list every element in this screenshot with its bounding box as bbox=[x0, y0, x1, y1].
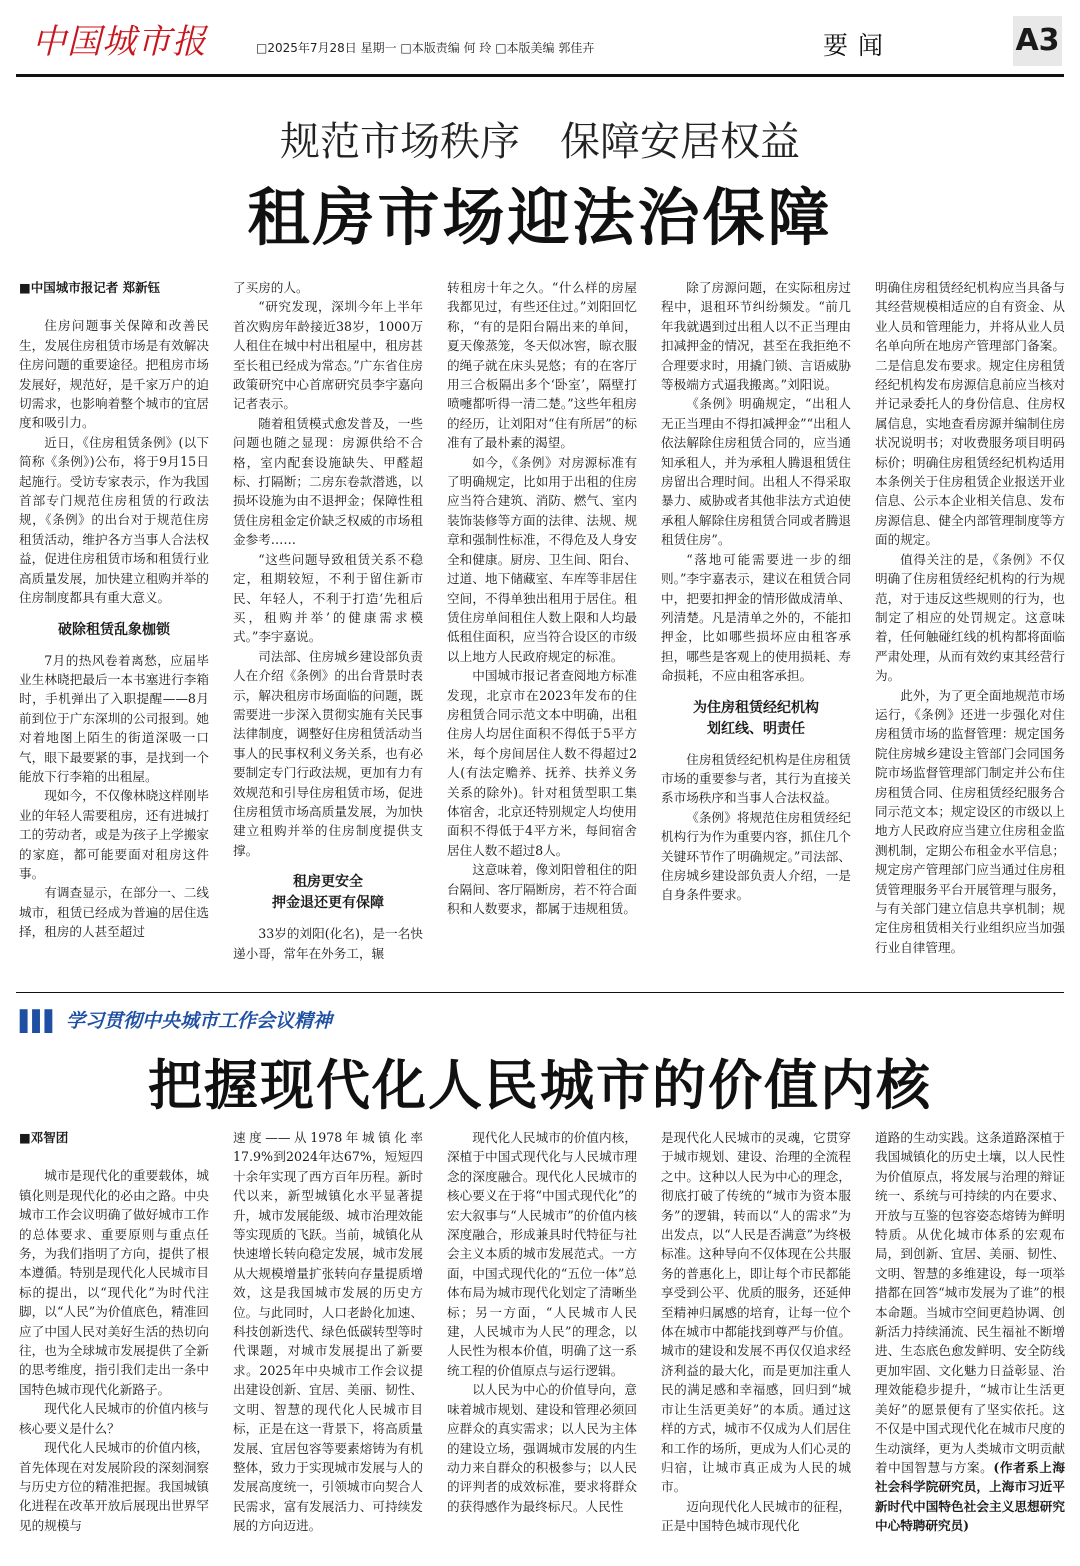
paragraph: “这些问题导致租赁关系不稳定，租期较短，不利于留住新市民、年轻人，不利于打造‘先租后买，租购并举’的健康需求模式。”李宇嘉说。 bbox=[233, 551, 423, 645]
subheading: 租房更安全 押金退还更有保障 bbox=[272, 874, 384, 912]
story2-headline: 把握现代化人民城市的价值内核 bbox=[148, 1053, 932, 1117]
story-divider bbox=[16, 992, 1064, 993]
story1-column-2 bbox=[233, 278, 423, 980]
paragraph: 《条例》将规范住房租赁经纪机构行为作为重要内容，抓住几个关键环节作了明确规定。”司法部、住房城乡建设部负责人介绍，一是自身条件要求。 bbox=[661, 809, 851, 903]
dateline: □2025年7月28日 星期一 □本版责编 何 玲 □本版美编 郭佳卉 bbox=[256, 41, 595, 55]
story2-byline: ■邓智团 bbox=[19, 1130, 69, 1145]
paragraph: 有调查显示，在部分一、二线城市，租赁已经成为普遍的居住选择，租房的人甚至超过 bbox=[19, 885, 209, 940]
paragraph: 迈向现代化人民城市的征程，正是中国特色城市现代化 bbox=[661, 1498, 851, 1534]
newspaper-logo: 中国城市报 bbox=[32, 22, 207, 62]
paragraph: 中国城市报记者查阅地方标准发现，北京市在2023年发布的住房租赁合同示范文本中明确，出租住房人均居住面积不得低于5平方米，每个房间居住人数不得超过2人(有法定赡养、抚养、扶养义务关系的除外)。针对租赁型职工集体宿舍，北京还特别规定人均使用面积不得低于4平方米，每间宿舍居住人数不超过8人。 bbox=[447, 668, 637, 858]
story2-column-3 bbox=[447, 1128, 637, 1566]
paragraph: 以人民为中心的价值导向，意味着城市规划、建设和管理必须回应群众的真实需求；以人民为主体的建设立场，强调城市发展的内生动力来自群众的积极参与；以人民的评判者的成效标准，要求将群众的获得感作为最终标尺。人民性 bbox=[447, 1382, 637, 1514]
subheading: 破除租赁乱象枷锁 bbox=[58, 621, 170, 638]
masthead bbox=[0, 0, 1080, 74]
story1-column-5 bbox=[875, 278, 1065, 980]
subheading: 为住房租赁经纪机构 划红线、明责任 bbox=[693, 699, 819, 737]
paragraph: 现代化人民城市的价值内核与核心要义是什么？ bbox=[19, 1401, 209, 1436]
paragraph: 现代化人民城市的价值内核，深植于中国式现代化与人民城市理念的深度融合。现代化人民城市的核心要义在于将“中国式现代化”的宏大叙事与“人民城市”的价值内核深度融合，形成兼具时代特征与社会主义本质的城市发展范式。一方面，中国式现代化的“五位一体”总体布局为城市现代化划定了清晰坐标；另一方面，“人民城市人民建，人民城市为人民”的理念，以人民性为根本价值，明确了这一系统工程的价值原点与运行逻辑。 bbox=[447, 1130, 637, 1378]
story2-column-1 bbox=[19, 1128, 209, 1566]
paragraph: 转租房十年之久。“什么样的房屋我都见过，有些还住过。”刘阳回忆称，“有的是阳台隔出来的单间，夏天像蒸笼，冬天似冰窖，晾衣服的绳子就在床头晃悠；有的在客厅用三合板隔出多个‘卧室’，隔壁打喷嚏都听得一清二楚。”这些年租房的经历，让刘阳对“住有所居”的标准有了最朴素的渴望。 bbox=[447, 280, 637, 451]
paragraph: 33岁的刘阳(化名)，是一名快递小哥，常年在外务工，辗 bbox=[233, 926, 423, 961]
series-bars-icon: ▌▌▌ bbox=[20, 1009, 58, 1033]
paragraph: “研究发现，深圳今年上半年首次购房年龄接近38岁，1000万人租住在城中村出租屋中，租房甚至长租已经成为常态。”广东省住房政策研究中心首席研究员李宇嘉向记者表示。 bbox=[233, 299, 423, 412]
paragraph: 随着租赁模式愈发普及，一些问题也随之显现：房源供给不合格，室内配套设施缺失、甲醛超标、打隔断；二房东卷款潜逃，以损坏设施为由不退押金；保障性租赁住房租金定价缺乏权威的市场租金参考…… bbox=[233, 415, 423, 548]
paragraph: 除了房源问题，在实际租房过程中，退租环节纠纷频发。“前几年我就遇到过出租人以不正当理由扣减押金的情况，甚至在我拒绝不合理要求时，用撬门锁、言语威胁等极端方式逼我搬离。”刘阳说。 bbox=[661, 280, 851, 393]
paragraph: “落地可能需要进一步的细则。”李宇嘉表示，建议在租赁合同中，把要扣押金的情形做成清单、列清楚。凡是清单之外的，不能扣押金，比如哪些损坏应由租客承担，哪些是客观上的使用损耗、寿命损耗，不应由租客承担。 bbox=[661, 551, 851, 684]
story2-column-5 bbox=[875, 1128, 1065, 1566]
paragraph: 这意味着，像刘阳曾租住的阳台隔间、客厅隔断房，若不符合面积和人数要求，都属于违规租赁。 bbox=[447, 862, 637, 916]
paragraph: 住房租赁经纪机构是住房租赁市场的重要参与者，其行为直接关系市场秩序和当事人合法权益。 bbox=[661, 751, 851, 806]
masthead-rule bbox=[16, 74, 1064, 77]
paragraph: 如今，《条例》对房源标准有了明确规定，比如用于出租的住房应当符合建筑、消防、燃气、室内装饰装修等方面的法律、法规、规章和强制性标准，不得危及人身安全和健康。厨房、卫生间、阳台、过道、地下储藏室、车库等非居住空间，不得单独出租用于居住。租赁住房单间租住人数上限和人均最低租住面积，应当符合设区的市级以上地方人民政府规定的标准。 bbox=[447, 454, 637, 664]
series-label bbox=[20, 1004, 520, 1034]
author-note: (作者系上海社会科学院研究员，上海市习近平新时代中国特色社会主义思想研究中心特聘研究员) bbox=[875, 1459, 1065, 1534]
paragraph: 近日，《住房租赁条例》(以下简称《条例》)公布，将于9月15日起施行。受访专家表示，作为我国首部专门规范住房租赁的行政法规，《条例》的出台对于规范住房租赁活动，维护各方当事人合法权益，促进住房租赁市场和租赁行业高质量发展，加快建立租购并举的住房制度都具有重大意义。 bbox=[19, 434, 209, 606]
story1-byline: ■中国城市报记者 郑新钰 bbox=[19, 280, 161, 295]
paragraph: 明确住房租赁经纪机构应当具备与其经营规模相适应的自有资金、从业人员和管理能力，并将从业人员名单向所在地房产管理部门备案。二是信息发布要求。规定住房租赁经纪机构发布房源信息前应当核对并记录委托人的身份信息、住房权属信息，实地查看房源并编制住房状况说明书；对收费服务项目明码标价；明确住房租赁经纪机构适用本条例关于住房租赁企业报送开业信息、公示本企业相关信息、发布房源信息、健全内部管理制度等方面的规定。 bbox=[875, 280, 1065, 548]
section-title: 要闻 bbox=[823, 31, 894, 60]
story1-kicker: 规范市场秩序 保障安居权益 bbox=[280, 119, 800, 165]
paragraph: 此外，为了更全面地规范市场运行，《条例》还进一步强化对住房租赁市场的监督管理：规定国务院住房城乡建设主管部门会同国务院市场监督管理部门制定并公布住房租赁合同、住房租赁经纪服务合同示范文本；规定设区的市级以上地方人民政府应当建立住房租金监测机制，定期公布租金水平信息；规定房产管理部门应当通过住房租赁管理服务平台开展管理与服务，与有关部门建立信息共享机制；规定住房租赁相关行业组织应当加强行业自律管理。 bbox=[875, 687, 1065, 955]
paragraph: 住房问题事关保障和改善民生，发展住房租赁市场是有效解决住房问题的重要途径。把租房市场发展好，规范好，是千家万户的迫切需求，也影响着整个城市的宜居度和吸引力。 bbox=[19, 318, 209, 431]
paragraph: 值得关注的是，《条例》不仅明确了住房租赁经纪机构的行为规范，对于违反这些规则的行为，也制定了相应的处罚规定。这意味着，任何触碰红线的机构都将面临严肃处理，从而有效约束其经营行为。 bbox=[875, 551, 1065, 684]
paragraph: 了买房的人。 bbox=[233, 280, 309, 295]
paragraph: 司法部、住房城乡建设部负责人在介绍《条例》的出台背景时表示，解决租房市场面临的问题，既需要进一步深入贯彻实施有关民事法律制度，调整好住房租赁活动当事人的民事权利义务关系，也有必要制定专门行政法规，更加有力有效规范和引导住房租赁市场，促进住房租赁市场高质量发展，为加快建立租购并举的住房制度提供支撑。 bbox=[233, 648, 423, 858]
story1-column-4 bbox=[661, 278, 851, 980]
story2-column-2 bbox=[233, 1128, 423, 1566]
paragraph bbox=[875, 1128, 1065, 1536]
paragraph-text: 道路的生动实践。这条道路深植于我国城镇化的历史土壤，以人民性为价值原点，将发展与治理的辩证统一、系统与可持续的内在要求、开放与互鉴的包容姿态熔铸为鲜明特质。从优化城市体系的宏观布局，到创新、宜居、美丽、韧性、文明、智慧的多维建设，每一项举措都在回答“城市发展为了谁”的根本命题。当城市空间更趋协调、创新活力持续涌流、民生福祉不断增进、生态底色愈发鲜明、安全防线更加牢固、文化魅力日益彰显、治理效能稳步提升，“城市让生活更美好”的愿景便有了坚实依托。这不仅是中国式现代化在城市尺度的生动演绎，更为人类城市文明贡献着中国智慧与方案。 bbox=[875, 1130, 1065, 1475]
paragraph: 城市是现代化的重要载体，城镇化则是现代化的必由之路。中央城市工作会议明确了做好城市工作的总体要求、重要原则与重点任务，为我们指明了方向，提供了根本遵循。特别是现代化人民城市目标的提出，以“现代化”为时代注脚，以“人民”为价值底色，精准回应了中国人民对美好生活的热切向往，也为全球城市发展提供了全新的思考维度，指引我们走出一条中国特色城市现代化新路子。 bbox=[19, 1168, 209, 1397]
story1-column-3 bbox=[447, 278, 637, 980]
paragraph: 速度——从1978年城镇化率17.9%到2024年达67%，短短四十余年实现了西方百年历程。新时代以来，新型城镇化水平显著提升，城市发展能级、城市治理效能等实现质的飞跃。当前，城镇化从快速增长转向稳定发展，城市发展从大规模增量扩张转向存量提质增效，这是我国城市发展的历史方位。与此同时，人口老龄化加速、科技创新迭代、绿色低碳转型等时代课题，对城市发展提出了新要求。2025年中央城市工作会议提出建设创新、宜居、美丽、韧性、文明、智慧的现代化人民城市目标，正是在这一背景下，将高质量发展、宜居包容等要素熔铸为有机整体，致力于实现城市发展与人的发展高度统一，引领城市向契合人民需求，富有发展活力、可持续发展的方向迈进。 bbox=[233, 1130, 423, 1534]
paragraph: 《条例》明确规定，“出租人无正当理由不得扣减押金”“出租人依法解除住房租赁合同的，应当通知承租人，并为承租人腾退租赁住房留出合理时间。出租人不得采取暴力、威胁或者其他非法方式迫使承租人解除住房租赁合同或者腾退租赁住房”。 bbox=[661, 396, 851, 548]
page-number: A3 bbox=[1013, 16, 1062, 66]
paragraph: 现如今，不仅像林晓这样刚毕业的年轻人需要租房，还有进城打工的劳动者，或是为孩子上学搬家的家庭，都可能要面对租房这件事。 bbox=[19, 788, 209, 881]
story1-headline: 租房市场迎法治保障 bbox=[247, 181, 833, 254]
series-label-text: 学习贯彻中央城市工作会议精神 bbox=[66, 1010, 333, 1032]
paragraph: 是现代化人民城市的灵魂，它贯穿于城市规划、建设、治理的全流程之中。这种以人民为中心的理念，彻底打破了传统的“城市为资本服务”的逻辑，转而以“人的需求”为出发点，以“人民是否满意”为终极标准。这种导向不仅体现在公共服务的普惠化上，即让每个市民都能享受到公平、优质的服务，还延伸至精神归属感的培育，让每一位个体在城市中都能找到尊严与价值。城市的建设和发展不再仅仅追求经济利益的最大化，而是更加注重人民的满足感和幸福感，回归到“城市让生活更美好”的本质。通过这样的方式，城市不仅成为人们居住和工作的场所，更成为人们心灵的归宿，让城市真正成为人民的城市。 bbox=[661, 1130, 851, 1495]
story2-column-4 bbox=[661, 1128, 851, 1566]
story1-column-1 bbox=[19, 278, 209, 980]
paragraph: 现代化人民城市的价值内核，首先体现在对发展阶段的深刻洞察与历史方位的精准把握。我国城镇化进程在改革开放后展现出世界罕见的规模与 bbox=[19, 1440, 209, 1533]
paragraph: 7月的热风卷着离愁，应届毕业生林晓把最后一本书塞进行李箱时，手机弹出了入职提醒——8月前到位于广东深圳的公司报到。她对着地图上陌生的街道深吸一口气，眼下最要紧的事，是找到一个能放下行李箱的出租屋。 bbox=[19, 652, 209, 784]
